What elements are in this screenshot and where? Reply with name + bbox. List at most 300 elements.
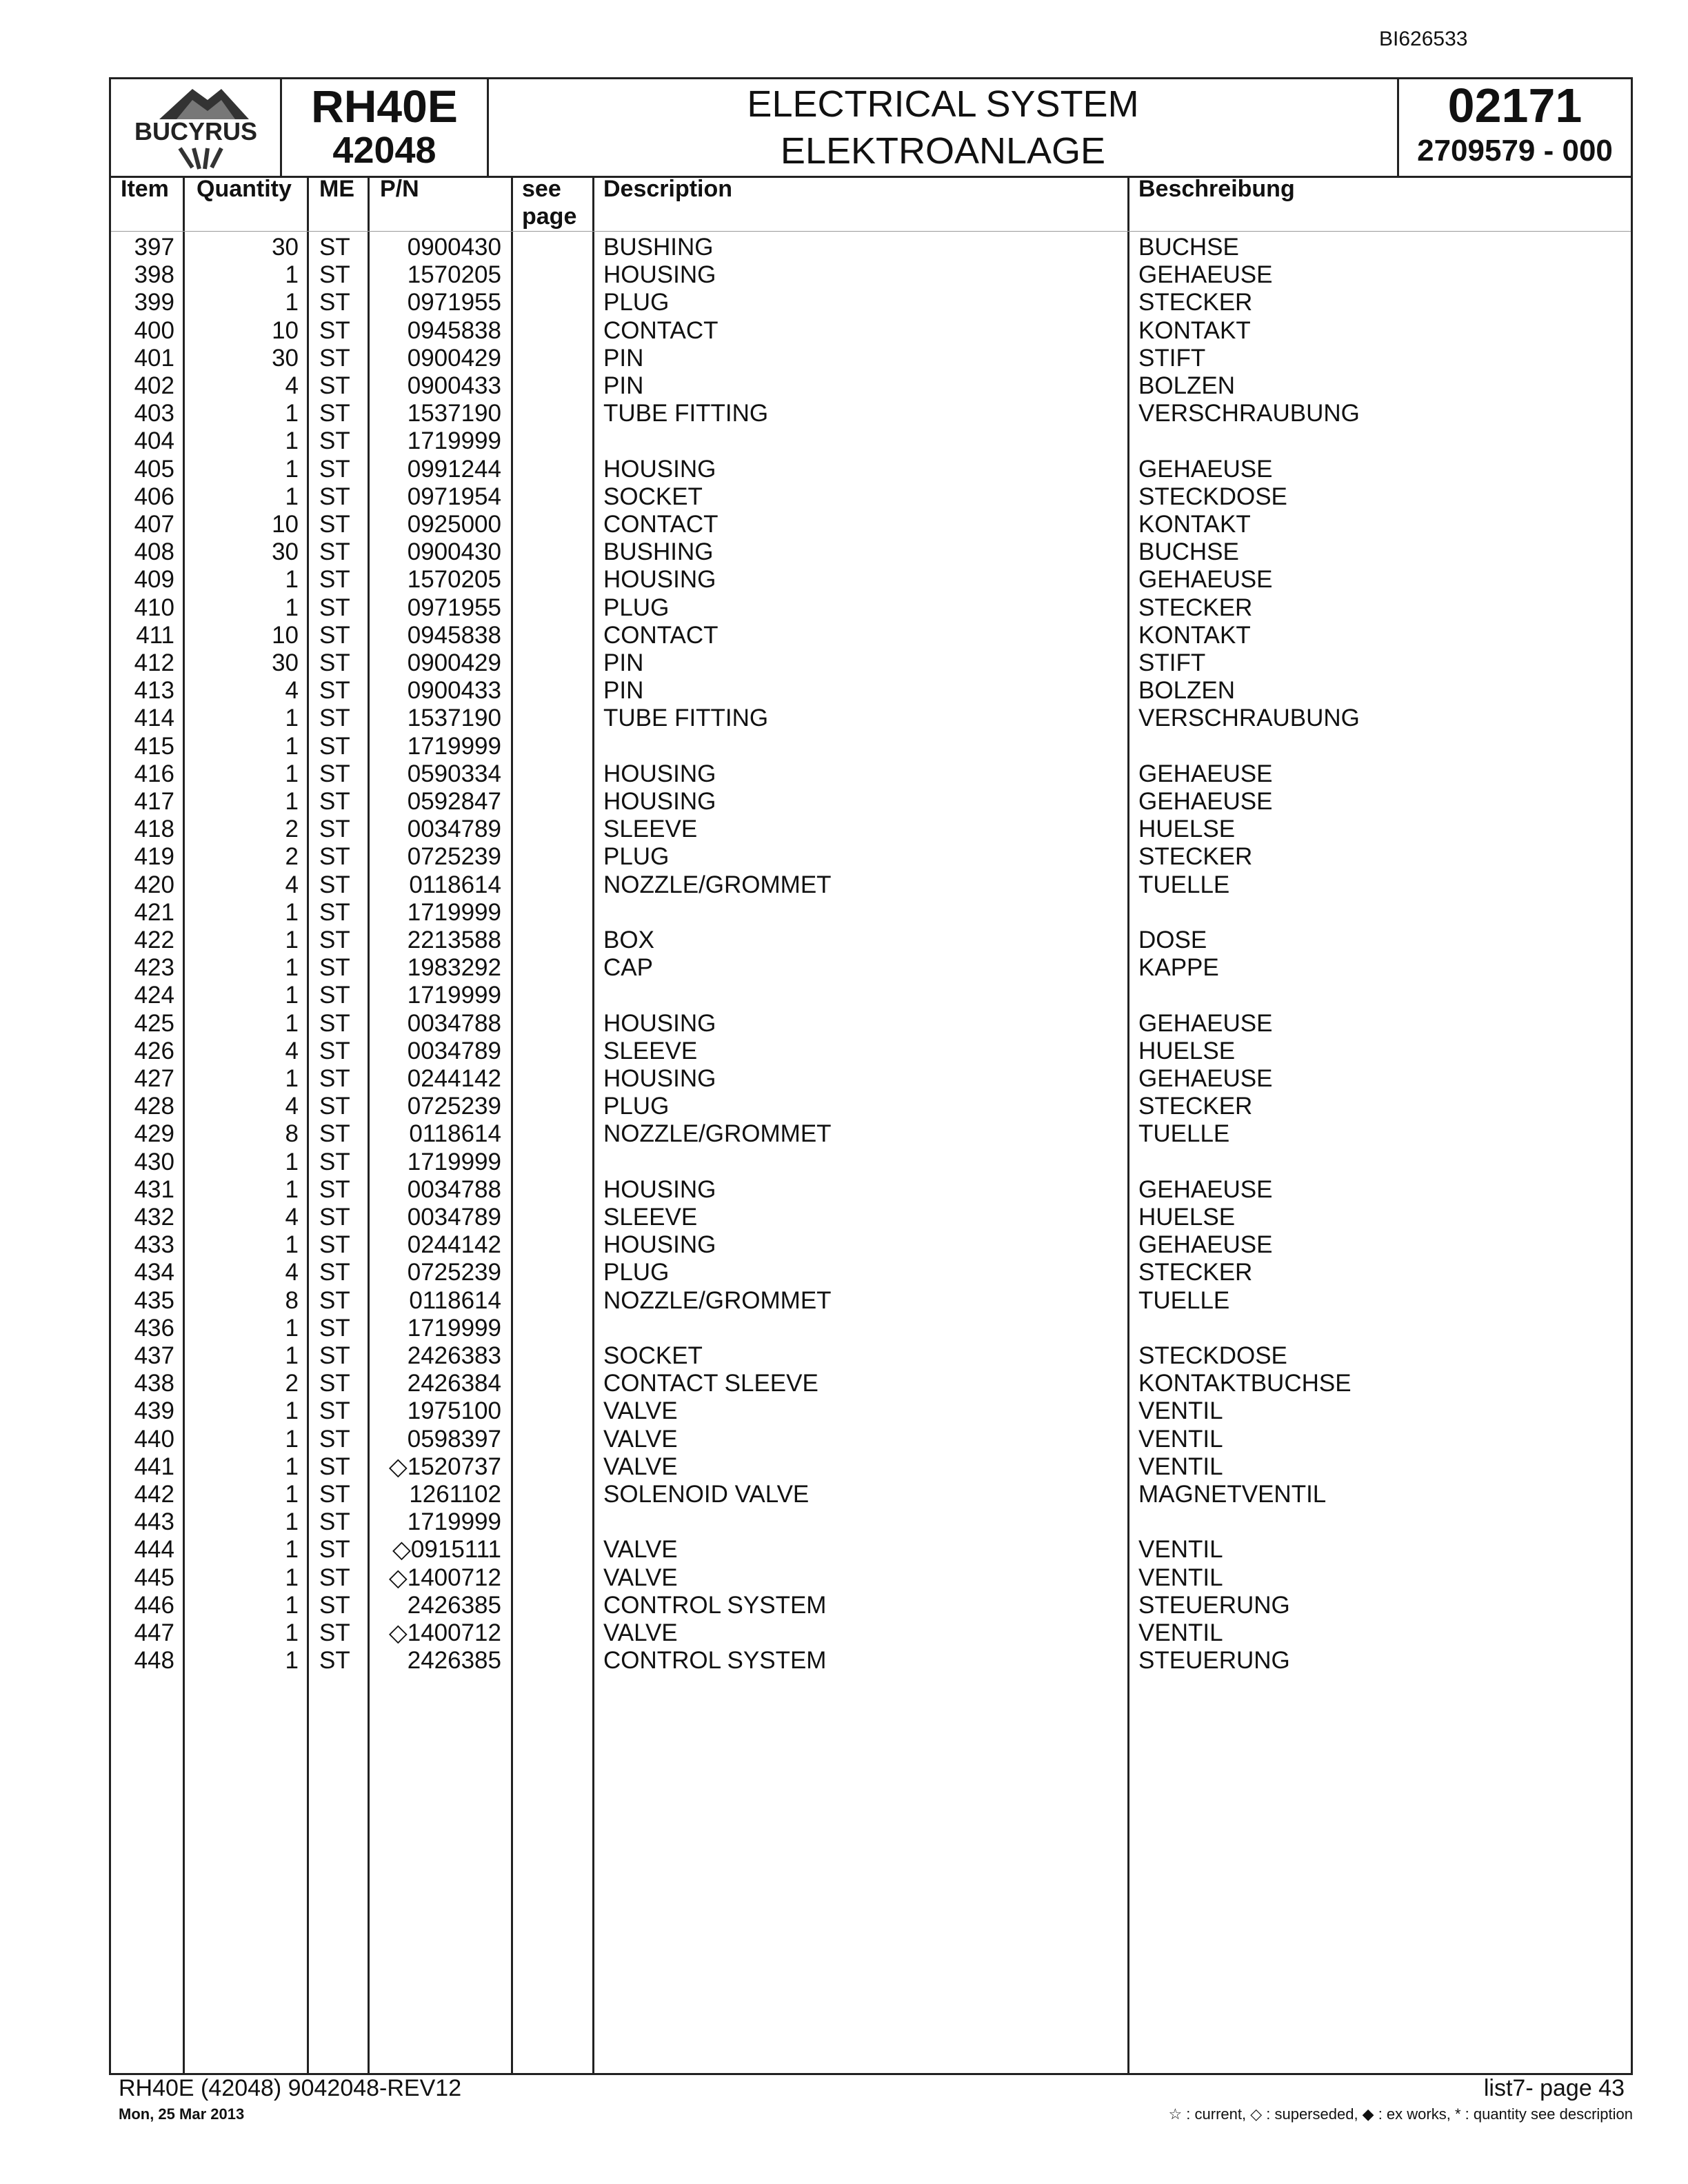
col-see: see xyxy=(522,176,561,202)
cell-description: VALVE xyxy=(603,1425,678,1453)
title-english: ELECTRICAL SYSTEM xyxy=(747,83,1139,125)
cell-beschreibung: BOLZEN xyxy=(1138,372,1236,399)
cell-part-number: 1719999 xyxy=(407,1314,501,1342)
cell-part-number: ◇0915111 xyxy=(392,1536,501,1564)
cell-part-number: 0034788 xyxy=(407,1009,501,1037)
cell-quantity: 1 xyxy=(285,982,299,1009)
col-item: Item xyxy=(121,176,169,202)
cell-me: ST xyxy=(319,760,350,787)
table-row xyxy=(111,1426,1631,1453)
table-row xyxy=(111,1564,1631,1592)
cell-item: 414 xyxy=(134,705,174,732)
table-row xyxy=(111,566,1631,594)
cell-me: ST xyxy=(319,1564,350,1591)
cell-part-number: 1719999 xyxy=(407,732,501,760)
cell-description: CONTACT xyxy=(603,316,719,344)
cell-me: ST xyxy=(319,816,350,843)
col-pn: P/N xyxy=(380,176,419,202)
footer-model-rev: RH40E (42048) 9042048-REV12 xyxy=(119,2075,462,2101)
cell-beschreibung: VERSCHRAUBUNG xyxy=(1138,400,1360,427)
cell-description: VALVE xyxy=(603,1619,678,1646)
cell-item: 429 xyxy=(134,1120,174,1148)
cell-quantity: 4 xyxy=(285,372,299,399)
drawing-number: 2709579 - 000 xyxy=(1417,134,1613,168)
cell-item: 438 xyxy=(134,1370,174,1397)
cell-part-number: 0034789 xyxy=(407,1204,501,1231)
cell-me: ST xyxy=(319,954,350,982)
cell-item: 410 xyxy=(134,594,174,621)
model-block xyxy=(282,79,489,176)
cell-part-number: 0971955 xyxy=(407,594,501,621)
table-row xyxy=(111,594,1631,622)
cell-beschreibung: STECKER xyxy=(1138,843,1253,871)
cell-part-number: 0900430 xyxy=(407,234,501,261)
cell-me: ST xyxy=(319,372,350,399)
cell-part-number: 0034788 xyxy=(407,1175,501,1203)
cell-description: HOUSING xyxy=(603,1009,716,1037)
cell-item: 415 xyxy=(134,732,174,760)
table-row xyxy=(111,1010,1631,1038)
cell-part-number: ◇1400712 xyxy=(388,1564,501,1591)
table-row xyxy=(111,954,1631,982)
cell-quantity: 30 xyxy=(272,649,299,676)
cell-me: ST xyxy=(319,1508,350,1536)
cell-beschreibung: VENTIL xyxy=(1138,1425,1223,1453)
table-row xyxy=(111,1231,1631,1259)
cell-me: ST xyxy=(319,1231,350,1259)
cell-quantity: 4 xyxy=(285,871,299,898)
cell-beschreibung: VENTIL xyxy=(1138,1619,1223,1646)
cell-quantity: 1 xyxy=(285,732,299,760)
cell-quantity: 1 xyxy=(285,1231,299,1259)
cell-description: BUSHING xyxy=(603,234,714,261)
cell-part-number: 0945838 xyxy=(407,316,501,344)
cell-part-number: 1570205 xyxy=(407,566,501,594)
cell-quantity: 4 xyxy=(285,677,299,705)
cell-beschreibung: STECKDOSE xyxy=(1138,1342,1287,1369)
cell-part-number: 0244142 xyxy=(407,1231,501,1259)
cell-beschreibung: MAGNETVENTIL xyxy=(1138,1481,1327,1508)
cell-item: 433 xyxy=(134,1231,174,1259)
table-row xyxy=(111,1093,1631,1120)
cell-description: HOUSING xyxy=(603,788,716,815)
cell-me: ST xyxy=(319,1037,350,1064)
cell-me: ST xyxy=(319,1453,350,1480)
cell-beschreibung: VENTIL xyxy=(1138,1397,1223,1425)
cell-description: CONTROL SYSTEM xyxy=(603,1591,827,1619)
cell-me: ST xyxy=(319,843,350,871)
table-row xyxy=(111,1176,1631,1204)
cell-description: PLUG xyxy=(603,1259,670,1286)
model-number: 42048 xyxy=(332,130,436,171)
cell-description: PIN xyxy=(603,649,644,676)
table-row xyxy=(111,927,1631,954)
cell-quantity: 1 xyxy=(285,1009,299,1037)
cell-quantity: 1 xyxy=(285,788,299,815)
cell-part-number: 0900429 xyxy=(407,344,501,372)
cell-quantity: 1 xyxy=(285,566,299,594)
table-row xyxy=(111,1120,1631,1148)
cell-beschreibung: TUELLE xyxy=(1138,871,1230,898)
cell-me: ST xyxy=(319,1370,350,1397)
cell-me: ST xyxy=(319,898,350,926)
cell-item: 411 xyxy=(136,621,174,649)
cell-description: PIN xyxy=(603,677,644,705)
cell-part-number: 0900433 xyxy=(407,677,501,705)
cell-item: 443 xyxy=(134,1508,174,1536)
cell-description: PIN xyxy=(603,344,644,372)
cell-quantity: 8 xyxy=(285,1120,299,1148)
cell-description: HOUSING xyxy=(603,1175,716,1203)
cell-me: ST xyxy=(319,1120,350,1148)
cell-me: ST xyxy=(319,566,350,594)
cell-me: ST xyxy=(319,1259,350,1286)
cell-description: VALVE xyxy=(603,1536,678,1564)
table-row xyxy=(111,456,1631,483)
bucyrus-logo xyxy=(111,79,282,176)
cell-part-number: 0900433 xyxy=(407,372,501,399)
cell-beschreibung: GEHAEUSE xyxy=(1138,788,1273,815)
cell-quantity: 8 xyxy=(285,1286,299,1314)
cell-quantity: 1 xyxy=(285,954,299,982)
cell-beschreibung: STECKER xyxy=(1138,594,1253,621)
cell-part-number: 2426383 xyxy=(407,1342,501,1369)
cell-description: SOLENOID VALVE xyxy=(603,1481,810,1508)
table-row xyxy=(111,1287,1631,1315)
table-row xyxy=(111,234,1631,261)
cell-description: VALVE xyxy=(603,1397,678,1425)
cell-description: PLUG xyxy=(603,843,670,871)
cell-item: 437 xyxy=(134,1342,174,1369)
cell-item: 408 xyxy=(134,538,174,566)
cell-quantity: 1 xyxy=(285,1148,299,1175)
cell-part-number: 0725239 xyxy=(407,1259,501,1286)
cell-item: 403 xyxy=(134,400,174,427)
table-row xyxy=(111,1038,1631,1065)
cell-me: ST xyxy=(319,483,350,510)
table-row xyxy=(111,372,1631,400)
table-row xyxy=(111,1259,1631,1286)
cell-item: 442 xyxy=(134,1481,174,1508)
cell-quantity: 1 xyxy=(285,400,299,427)
cell-part-number: 0034789 xyxy=(407,816,501,843)
cell-beschreibung: STECKDOSE xyxy=(1138,483,1287,510)
cell-description: HOUSING xyxy=(603,455,716,483)
cell-me: ST xyxy=(319,1175,350,1203)
table-row xyxy=(111,705,1631,732)
cell-quantity: 1 xyxy=(285,1647,299,1675)
cell-quantity: 10 xyxy=(272,621,299,649)
cell-part-number: 1983292 xyxy=(407,954,501,982)
cell-description: PLUG xyxy=(603,289,670,316)
cell-quantity: 1 xyxy=(285,760,299,787)
table-row xyxy=(111,677,1631,705)
cell-item: 446 xyxy=(134,1591,174,1619)
cell-item: 448 xyxy=(134,1647,174,1675)
cell-beschreibung: KONTAKT xyxy=(1138,316,1251,344)
cell-me: ST xyxy=(319,1204,350,1231)
table-row xyxy=(111,345,1631,372)
cell-part-number: 1719999 xyxy=(407,427,501,455)
cell-part-number: 0900430 xyxy=(407,538,501,566)
cell-item: 400 xyxy=(134,316,174,344)
cell-item: 417 xyxy=(134,788,174,815)
cell-description: BOX xyxy=(603,927,654,953)
cell-beschreibung: VENTIL xyxy=(1138,1536,1223,1564)
cell-item: 424 xyxy=(134,982,174,1009)
cell-description: HOUSING xyxy=(603,1065,716,1092)
cell-beschreibung: STECKER xyxy=(1138,1259,1253,1286)
table-row xyxy=(111,788,1631,816)
cell-beschreibung: STIFT xyxy=(1138,649,1206,676)
title-block xyxy=(489,79,1399,176)
cell-quantity: 30 xyxy=(272,234,299,261)
cell-item: 428 xyxy=(134,1093,174,1120)
cell-item: 397 xyxy=(134,234,174,261)
cell-me: ST xyxy=(319,1397,350,1425)
cell-part-number: 0945838 xyxy=(407,621,501,649)
cell-me: ST xyxy=(319,455,350,483)
cell-me: ST xyxy=(319,927,350,953)
header xyxy=(111,79,1631,178)
cell-part-number: 0725239 xyxy=(407,1093,501,1120)
table-row xyxy=(111,871,1631,899)
cell-item: 404 xyxy=(134,427,174,455)
cell-item: 418 xyxy=(134,816,174,843)
cell-quantity: 1 xyxy=(285,1314,299,1342)
cell-me: ST xyxy=(319,344,350,372)
cell-quantity: 1 xyxy=(285,1481,299,1508)
cell-me: ST xyxy=(319,1619,350,1646)
cell-beschreibung: DOSE xyxy=(1138,927,1207,953)
table-row xyxy=(111,427,1631,455)
cell-item: 444 xyxy=(134,1536,174,1564)
cell-me: ST xyxy=(319,677,350,705)
cell-quantity: 1 xyxy=(285,1536,299,1564)
cell-part-number: 2426385 xyxy=(407,1591,501,1619)
cell-part-number: 1261102 xyxy=(409,1481,501,1508)
cell-beschreibung: TUELLE xyxy=(1138,1286,1230,1314)
cell-part-number: 0244142 xyxy=(407,1065,501,1092)
cell-me: ST xyxy=(319,289,350,316)
cell-beschreibung: VENTIL xyxy=(1138,1564,1223,1591)
table-row xyxy=(111,289,1631,316)
cell-part-number: 0590334 xyxy=(407,760,501,787)
cell-part-number: 0991244 xyxy=(407,455,501,483)
cell-item: 445 xyxy=(134,1564,174,1591)
table-row xyxy=(111,1204,1631,1231)
cell-quantity: 1 xyxy=(285,1564,299,1591)
cell-part-number: ◇1520737 xyxy=(388,1453,501,1480)
cell-description: SOCKET xyxy=(603,483,703,510)
cell-item: 398 xyxy=(134,261,174,289)
cell-me: ST xyxy=(319,1148,350,1175)
cell-quantity: 2 xyxy=(285,816,299,843)
cell-part-number: 1719999 xyxy=(407,1148,501,1175)
cell-description: BUSHING xyxy=(603,538,714,566)
cell-part-number: 2213588 xyxy=(407,927,501,953)
table-row xyxy=(111,400,1631,427)
cell-item: 431 xyxy=(134,1175,174,1203)
cell-me: ST xyxy=(319,427,350,455)
table-row xyxy=(111,899,1631,927)
cell-item: 434 xyxy=(134,1259,174,1286)
cell-me: ST xyxy=(319,1481,350,1508)
cell-quantity: 1 xyxy=(285,261,299,289)
cell-item: 402 xyxy=(134,372,174,399)
cell-me: ST xyxy=(319,732,350,760)
cell-me: ST xyxy=(319,1314,350,1342)
cell-beschreibung: KAPPE xyxy=(1138,954,1219,982)
cell-beschreibung: GEHAEUSE xyxy=(1138,1175,1273,1203)
table-row xyxy=(111,261,1631,289)
cell-beschreibung: STECKER xyxy=(1138,1093,1253,1120)
cell-description: CONTROL SYSTEM xyxy=(603,1647,827,1675)
cell-item: 439 xyxy=(134,1397,174,1425)
cell-item: 425 xyxy=(134,1009,174,1037)
cell-me: ST xyxy=(319,400,350,427)
cell-item: 399 xyxy=(134,289,174,316)
cell-part-number: 2426384 xyxy=(407,1370,501,1397)
cell-me: ST xyxy=(319,621,350,649)
cell-quantity: 1 xyxy=(285,1591,299,1619)
cell-me: ST xyxy=(319,1286,350,1314)
table-row xyxy=(111,1453,1631,1481)
cell-me: ST xyxy=(319,261,350,289)
table-row xyxy=(111,483,1631,511)
cell-part-number: 1719999 xyxy=(407,982,501,1009)
cell-beschreibung: KONTAKT xyxy=(1138,511,1251,538)
table-row xyxy=(111,1536,1631,1564)
cell-me: ST xyxy=(319,1093,350,1120)
footer-legend: ☆ : current, ◇ : superseded, ◆ : ex works, * : quantity see description xyxy=(1168,2105,1633,2123)
cell-beschreibung: GEHAEUSE xyxy=(1138,455,1273,483)
cell-description: NOZZLE/GROMMET xyxy=(603,871,832,898)
logo-text: BUCYRUS xyxy=(134,117,258,145)
cell-me: ST xyxy=(319,316,350,344)
table-row xyxy=(111,760,1631,788)
cell-me: ST xyxy=(319,594,350,621)
cell-me: ST xyxy=(319,1591,350,1619)
cell-item: 412 xyxy=(134,649,174,676)
cell-item: 427 xyxy=(134,1065,174,1092)
cell-item: 409 xyxy=(134,566,174,594)
col-me: ME xyxy=(319,176,354,202)
cell-item: 440 xyxy=(134,1425,174,1453)
cell-part-number: 0598397 xyxy=(407,1425,501,1453)
table-row xyxy=(111,1619,1631,1647)
table-row xyxy=(111,1149,1631,1176)
cell-beschreibung: HUELSE xyxy=(1138,816,1236,843)
cell-me: ST xyxy=(319,1009,350,1037)
table-row xyxy=(111,1647,1631,1675)
cell-quantity: 1 xyxy=(285,427,299,455)
table-row xyxy=(111,843,1631,871)
cell-beschreibung: HUELSE xyxy=(1138,1037,1236,1064)
cell-description: TUBE FITTING xyxy=(603,400,769,427)
cell-part-number: 1570205 xyxy=(407,261,501,289)
cell-description: PIN xyxy=(603,372,644,399)
table-row xyxy=(111,1397,1631,1425)
model-name: RH40E xyxy=(311,81,458,132)
table-row xyxy=(111,1370,1631,1397)
cell-part-number: 1719999 xyxy=(407,898,501,926)
cell-beschreibung: BOLZEN xyxy=(1138,677,1236,705)
cell-quantity: 1 xyxy=(285,483,299,510)
cell-item: 401 xyxy=(134,344,174,372)
table-row xyxy=(111,1508,1631,1536)
cell-item: 407 xyxy=(134,511,174,538)
table-row xyxy=(111,538,1631,566)
table-row xyxy=(111,1315,1631,1342)
cell-description: VALVE xyxy=(603,1453,678,1480)
cell-description: CAP xyxy=(603,954,653,982)
cell-description: NOZZLE/GROMMET xyxy=(603,1120,832,1148)
cell-description: PLUG xyxy=(603,1093,670,1120)
cell-description: HOUSING xyxy=(603,566,716,594)
table-row xyxy=(111,1065,1631,1093)
title-german: ELEKTROANLAGE xyxy=(780,130,1106,172)
table-row xyxy=(111,982,1631,1009)
cell-me: ST xyxy=(319,234,350,261)
cell-item: 416 xyxy=(134,760,174,787)
cell-item: 447 xyxy=(134,1619,174,1646)
cell-description: SLEEVE xyxy=(603,816,698,843)
table-row xyxy=(111,1592,1631,1619)
cell-part-number: 0725239 xyxy=(407,843,501,871)
cell-quantity: 1 xyxy=(285,1342,299,1369)
cell-quantity: 1 xyxy=(285,898,299,926)
cell-quantity: 1 xyxy=(285,289,299,316)
col-beschreibung: Beschreibung xyxy=(1138,176,1295,202)
cell-part-number: 1975100 xyxy=(407,1397,501,1425)
cell-item: 423 xyxy=(134,954,174,982)
cell-quantity: 4 xyxy=(285,1093,299,1120)
cell-description: VALVE xyxy=(603,1564,678,1591)
cell-description: CONTACT SLEEVE xyxy=(603,1370,818,1397)
cell-quantity: 1 xyxy=(285,1508,299,1536)
cell-beschreibung: GEHAEUSE xyxy=(1138,566,1273,594)
cell-me: ST xyxy=(319,1425,350,1453)
cell-me: ST xyxy=(319,1647,350,1675)
footer-date: Mon, 25 Mar 2013 xyxy=(119,2105,245,2123)
cell-quantity: 1 xyxy=(285,1619,299,1646)
cell-item: 419 xyxy=(134,843,174,871)
cell-me: ST xyxy=(319,871,350,898)
cell-part-number: 0900429 xyxy=(407,649,501,676)
col-page: page xyxy=(522,203,577,230)
cell-beschreibung: VENTIL xyxy=(1138,1453,1223,1480)
cell-description: HOUSING xyxy=(603,261,716,289)
cell-quantity: 2 xyxy=(285,1370,299,1397)
cell-quantity: 1 xyxy=(285,1175,299,1203)
parts-list-frame xyxy=(109,77,1633,2075)
cell-item: 435 xyxy=(134,1286,174,1314)
cell-description: SLEEVE xyxy=(603,1037,698,1064)
cell-quantity: 10 xyxy=(272,511,299,538)
cell-item: 413 xyxy=(134,677,174,705)
cell-quantity: 1 xyxy=(285,1425,299,1453)
cell-part-number: 0118614 xyxy=(409,1120,501,1148)
cell-quantity: 4 xyxy=(285,1259,299,1286)
cell-item: 422 xyxy=(134,927,174,953)
cell-beschreibung: BUCHSE xyxy=(1138,234,1239,261)
group-number: 02171 xyxy=(1447,79,1582,132)
cell-item: 421 xyxy=(134,898,174,926)
cell-part-number: 2426385 xyxy=(407,1647,501,1675)
cell-part-number: 0592847 xyxy=(407,788,501,815)
cell-description: HOUSING xyxy=(603,760,716,787)
